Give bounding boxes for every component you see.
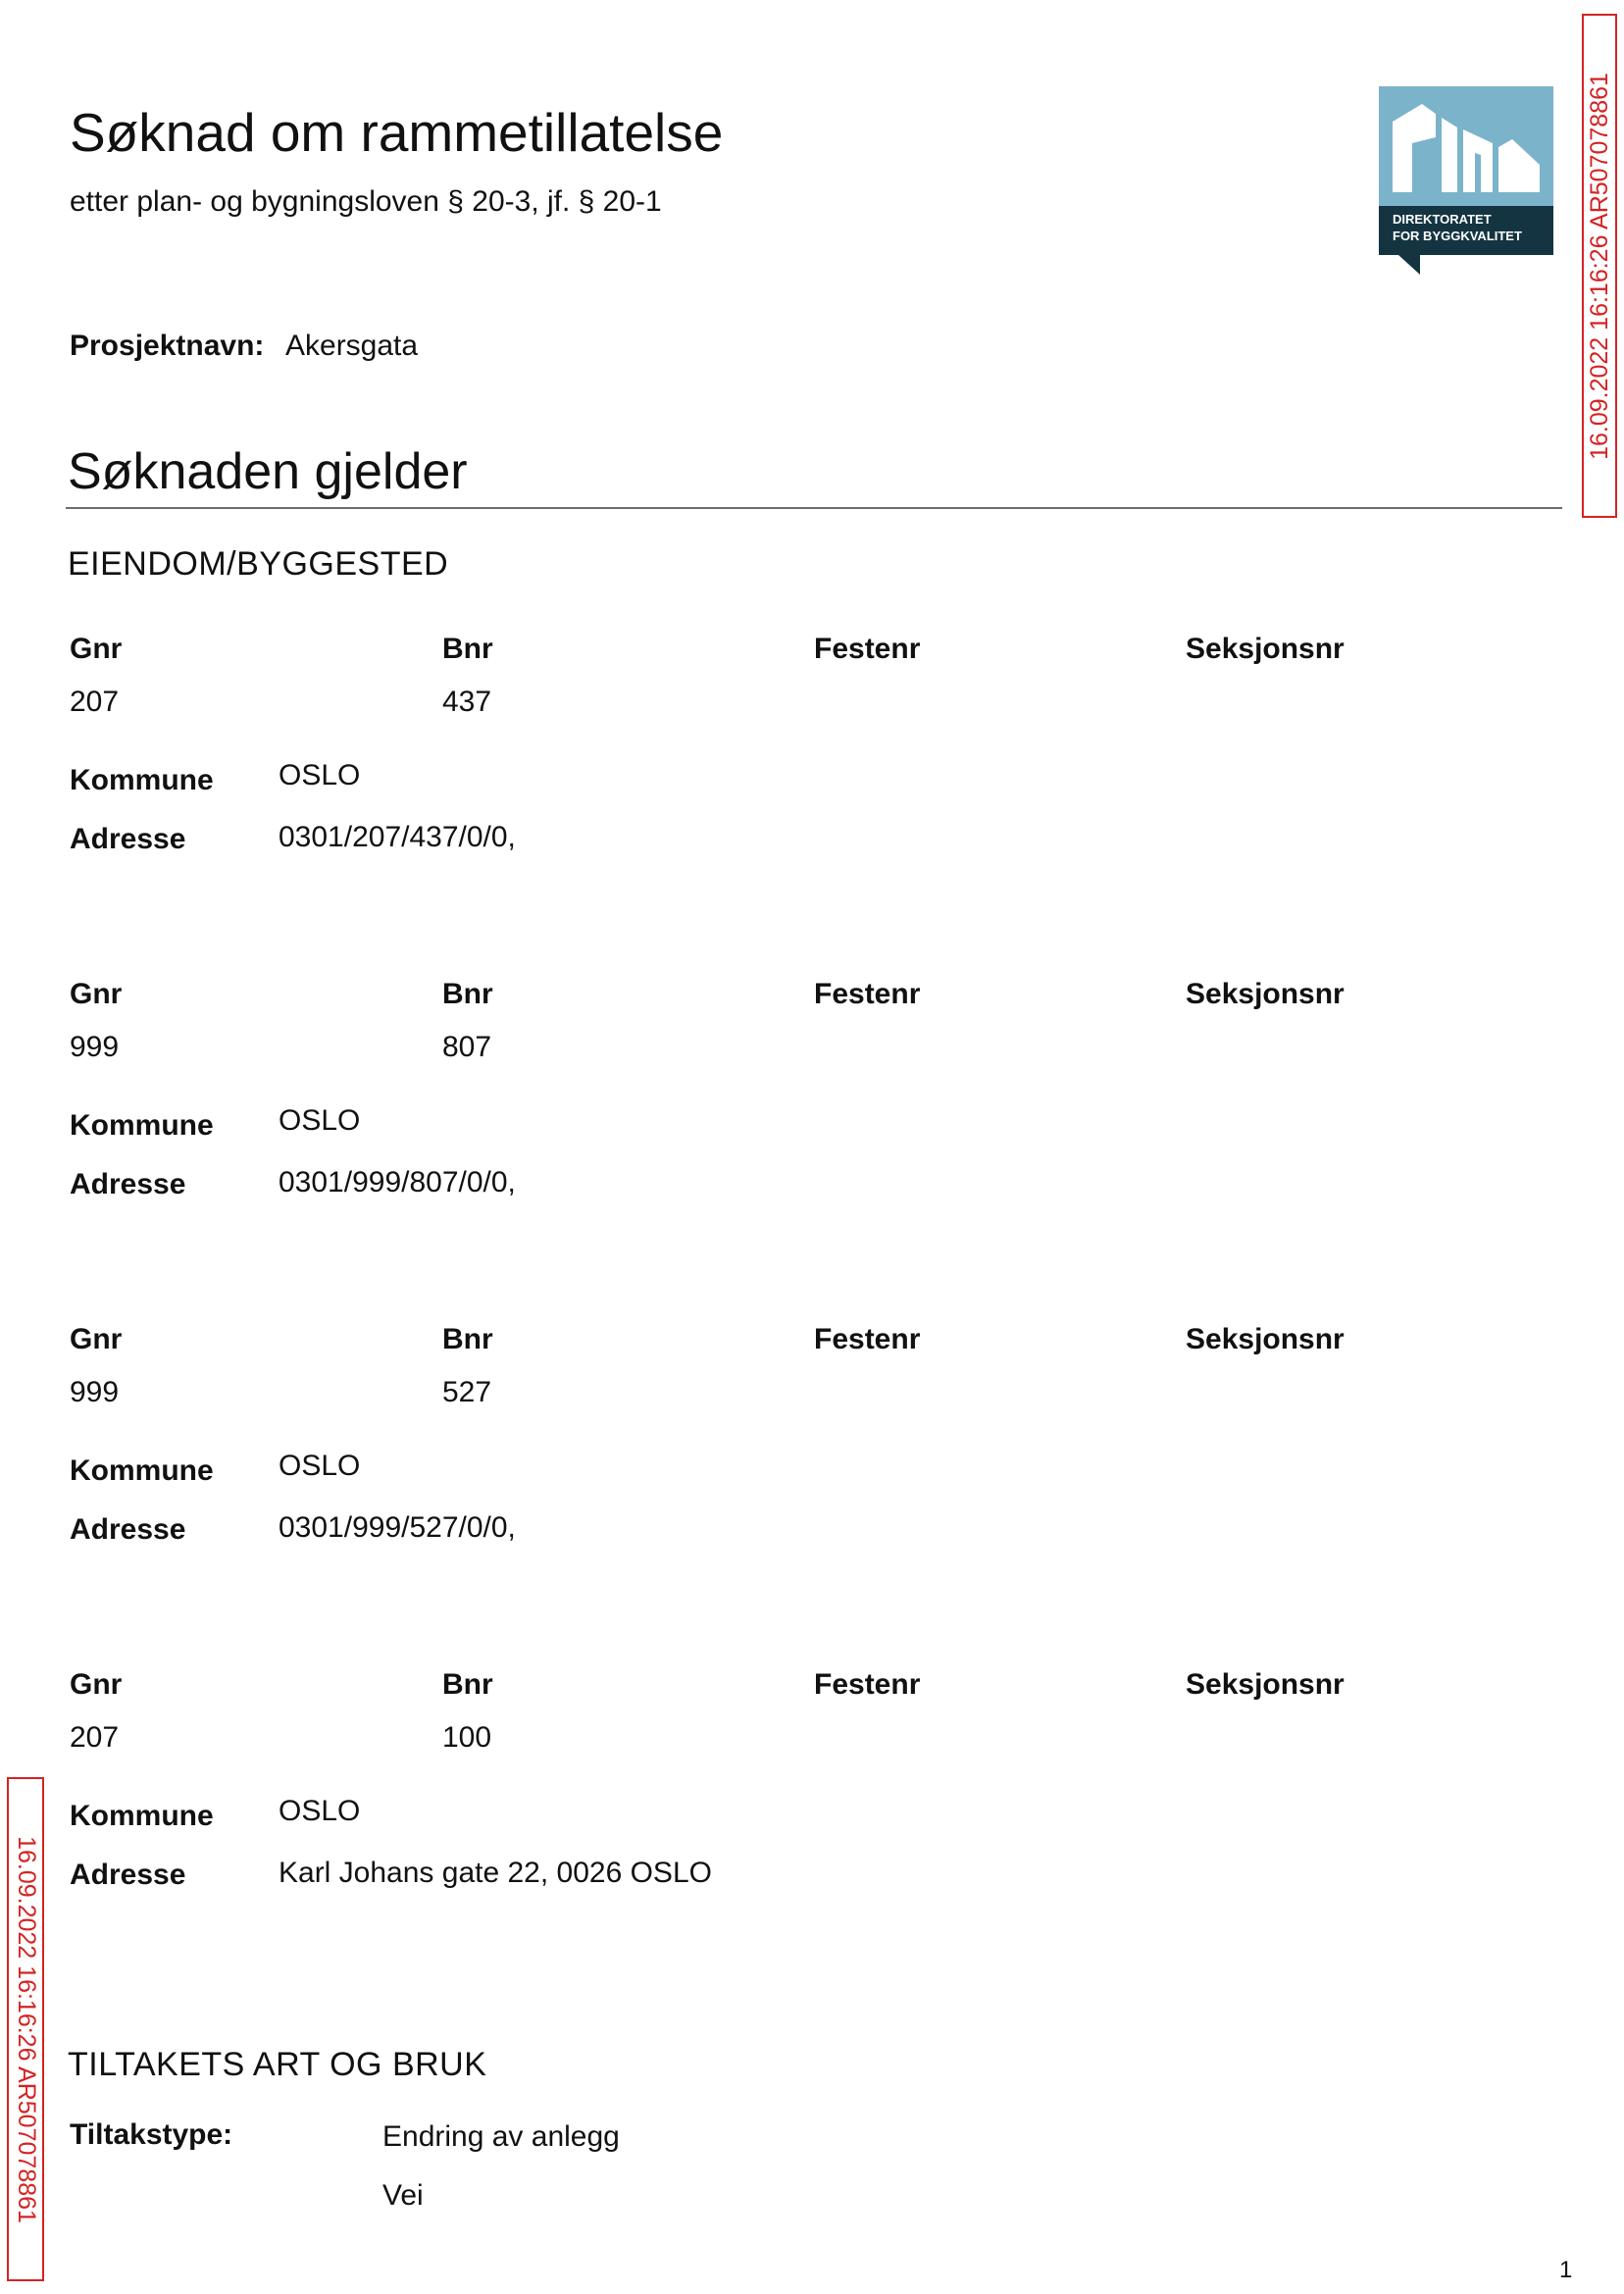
stamp-bottom-left xyxy=(7,1777,44,2281)
kommune-label: Kommune xyxy=(70,764,214,796)
adresse-value: 0301/207/437/0/0, xyxy=(279,821,516,853)
festenr-label: Festenr xyxy=(814,1668,921,1701)
gnr-label: Gnr xyxy=(70,633,123,665)
festenr-label: Festenr xyxy=(814,633,921,665)
kommune-label: Kommune xyxy=(70,1454,214,1487)
gnr-value: 999 xyxy=(70,1376,120,1408)
gnr-label: Gnr xyxy=(70,1323,123,1355)
project-name-label: Prosjektnavn: xyxy=(70,330,265,362)
page-number: 1 xyxy=(1559,2257,1573,2283)
festenr-label: Festenr xyxy=(814,978,921,1010)
tiltak-heading: TILTAKETS ART OG BRUK xyxy=(68,2046,487,2083)
tiltakstype-value: Endring av anlegg xyxy=(382,2120,620,2153)
section-title: Søknaden gjelder xyxy=(68,443,468,500)
bnr-value: 807 xyxy=(442,1031,492,1063)
bnr-label: Bnr xyxy=(442,978,493,1010)
seksjonsnr-label: Seksjonsnr xyxy=(1186,633,1345,665)
bnr-label: Bnr xyxy=(442,1668,493,1701)
gnr-value: 999 xyxy=(70,1031,120,1063)
bnr-value: 100 xyxy=(442,1721,492,1754)
adresse-label: Adresse xyxy=(70,1168,186,1200)
kommune-label: Kommune xyxy=(70,1109,214,1142)
kommune-value: OSLO xyxy=(279,1450,361,1482)
building-logo-icon xyxy=(1379,86,1553,275)
adresse-label: Adresse xyxy=(70,1513,186,1546)
seksjonsnr-label: Seksjonsnr xyxy=(1186,1323,1345,1355)
festenr-label: Festenr xyxy=(814,1323,921,1355)
logo-text-line2: FOR BYGGKVALITET xyxy=(1393,229,1522,243)
kommune-value: OSLO xyxy=(279,759,361,791)
stamp-top-right xyxy=(1582,14,1617,518)
seksjonsnr-label: Seksjonsnr xyxy=(1186,1668,1345,1701)
adresse-label: Adresse xyxy=(70,1859,186,1891)
kommune-value: OSLO xyxy=(279,1104,361,1137)
gnr-label: Gnr xyxy=(70,978,123,1010)
bnr-label: Bnr xyxy=(442,1323,493,1355)
project-name-value: Akersgata xyxy=(285,330,419,362)
stamp-text: 16.09.2022 16:16:26 AR507078861 xyxy=(1585,72,1613,460)
kommune-label: Kommune xyxy=(70,1800,214,1832)
dibk-logo xyxy=(1379,86,1553,275)
tiltakstype-label: Tiltakstype: xyxy=(70,2118,233,2151)
tiltakstype-value: Vei xyxy=(382,2179,424,2212)
seksjonsnr-label: Seksjonsnr xyxy=(1186,978,1345,1010)
document-title: Søknad om rammetillatelse xyxy=(70,102,724,163)
bnr-value: 527 xyxy=(442,1376,492,1408)
adresse-value: Karl Johans gate 22, 0026 OSLO xyxy=(279,1857,712,1889)
kommune-value: OSLO xyxy=(279,1795,361,1827)
bnr-value: 437 xyxy=(442,686,492,718)
adresse-label: Adresse xyxy=(70,823,186,855)
adresse-value: 0301/999/807/0/0, xyxy=(279,1166,516,1198)
section-divider xyxy=(66,507,1562,509)
logo-text-line1: DIREKTORATET xyxy=(1393,212,1492,227)
gnr-label: Gnr xyxy=(70,1668,123,1701)
property-heading: EIENDOM/BYGGESTED xyxy=(68,545,449,583)
gnr-value: 207 xyxy=(70,1721,120,1754)
stamp-text: 16.09.2022 16:16:26 AR507078861 xyxy=(12,1835,40,2223)
gnr-value: 207 xyxy=(70,686,120,718)
bnr-label: Bnr xyxy=(442,633,493,665)
adresse-value: 0301/999/527/0/0, xyxy=(279,1511,516,1544)
document-subtitle: etter plan- og bygningsloven § 20-3, jf. § 20-1 xyxy=(70,185,662,218)
